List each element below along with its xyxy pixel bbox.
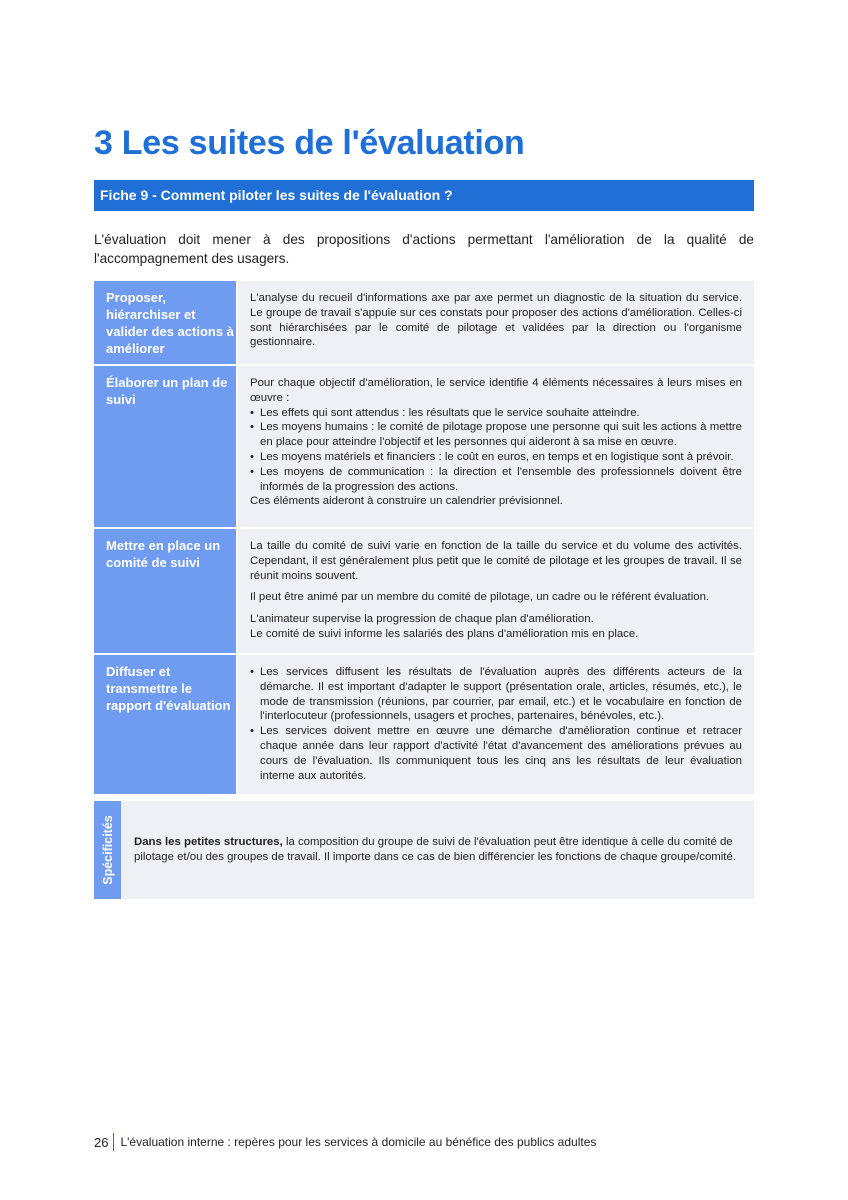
row-label: Diffuser et transmettre le rapport d'évaluation: [94, 655, 236, 794]
specificites-text: [134, 835, 742, 865]
bullet-list: [250, 665, 742, 783]
row-text-line: Le comité de suivi informe les salariés des plans d'amélioration mis en place.: [250, 627, 639, 640]
page-footer: [94, 1133, 596, 1151]
specificites-body: la composition du groupe de suivi de l'évaluation peut être identique à celle du comité de pilotage et/ou des groupes de travail. Il importe dans ce cas de bien différencier les fonctions de chaque groupe/comité.: [134, 836, 736, 863]
table-row: [94, 281, 754, 364]
row-content: [238, 655, 754, 794]
row-text: La taille du comité de suivi varie en fonction de la taille du service et du volume des activités. Cependant, il est généralement plus petit que le comité de pilotage et les groupes de travail. Il se réunit moins souvent.: [250, 540, 742, 582]
list-item: • Les services diffusent les résultats de l'évaluation auprès des différents acteurs de la démarche. Il est important d'adapter le support (présentation orale, articles, résumés, etc.), le mode de transmission (réunions, par courrier, par email, etc.) et le vocabulaire en fonction de l'interlocuteur (professionnels, usagers et proches, partenaires, bénévoles, etc.).: [250, 665, 742, 724]
page-number: 26: [94, 1134, 109, 1150]
bullet-list: [250, 406, 742, 495]
row-text-line: L'animateur supervise la progression de chaque plan d'amélioration.: [250, 613, 594, 626]
specificites-label: Spécificités: [100, 815, 115, 885]
specificites-tab: [94, 801, 121, 899]
row-text: Pour chaque objectif d'amélioration, le service identifie 4 éléments nécessaires à leurs mises en œuvre :: [250, 377, 742, 404]
row-content: [238, 366, 754, 527]
fiche-banner: Fiche 9 - Comment piloter les suites de l'évaluation ?: [94, 180, 754, 211]
list-item: • Les moyens humains : le comité de pilotage propose une personne qui suit les actions à mettre en place pour atteindre l'objectif et les personnes qui aideront à sa mise en œuvre.: [250, 420, 742, 450]
row-content: [238, 529, 754, 653]
table-row: [94, 655, 754, 794]
intro-paragraph: L'évaluation doit mener à des propositions d'actions permettant l'amélioration de la qualité de l'accompagnement des usagers.: [94, 232, 754, 266]
page-title: 3 Les suites de l'évaluation: [94, 124, 525, 162]
row-text: [250, 612, 742, 642]
row-content: [238, 281, 754, 364]
table-row: [94, 366, 754, 527]
row-label: Mettre en place un comité de suivi: [94, 529, 236, 653]
row-label: Proposer, hiérarchiser et valider des actions à améliorer: [94, 281, 236, 364]
row-label: Élaborer un plan de suivi: [94, 366, 236, 527]
list-item: • Les moyens matériels et financiers : le coût en euros, en temps et en logistique sont à prévoir.: [250, 450, 742, 465]
list-item: • Les effets qui sont attendus : les résultats que le service souhaite atteindre.: [250, 406, 742, 421]
footer-title: L'évaluation interne : repères pour les services à domicile au bénéfice des publics adultes: [120, 1135, 597, 1149]
list-item: • Les moyens de communication : la direction et l'ensemble des professionnels doivent être informés de la progression des actions.: [250, 465, 742, 495]
list-item: • Les services doivent mettre en œuvre une démarche d'amélioration continue et retracer chaque année dans leur rapport d'activité l'état d'avancement des améliorations prévues au cours de l'évaluation. Ils communiquent tous les cinq ans les résultats de leur évaluation interne aux autorités.: [250, 724, 742, 783]
row-text: Il peut être animé par un membre du comité de pilotage, un cadre ou le référent évaluation.: [250, 591, 710, 604]
specificites-box: [94, 801, 754, 899]
specificites-bold: Dans les petites structures,: [134, 836, 283, 848]
table-row: [94, 529, 754, 653]
footer-divider: [113, 1133, 114, 1151]
row-text: L'analyse du recueil d'informations axe par axe permet un diagnostic de la situation du service. Le groupe de travail s'appuie sur ces constats pour proposer des actions d'amélioration. Celles-ci sont hiérarchisées par le comité de pilotage et validées par la direction ou l'organisme gestionnaire.: [250, 292, 742, 349]
row-text: Ces éléments aideront à construire un calendrier prévisionnel.: [250, 495, 563, 508]
